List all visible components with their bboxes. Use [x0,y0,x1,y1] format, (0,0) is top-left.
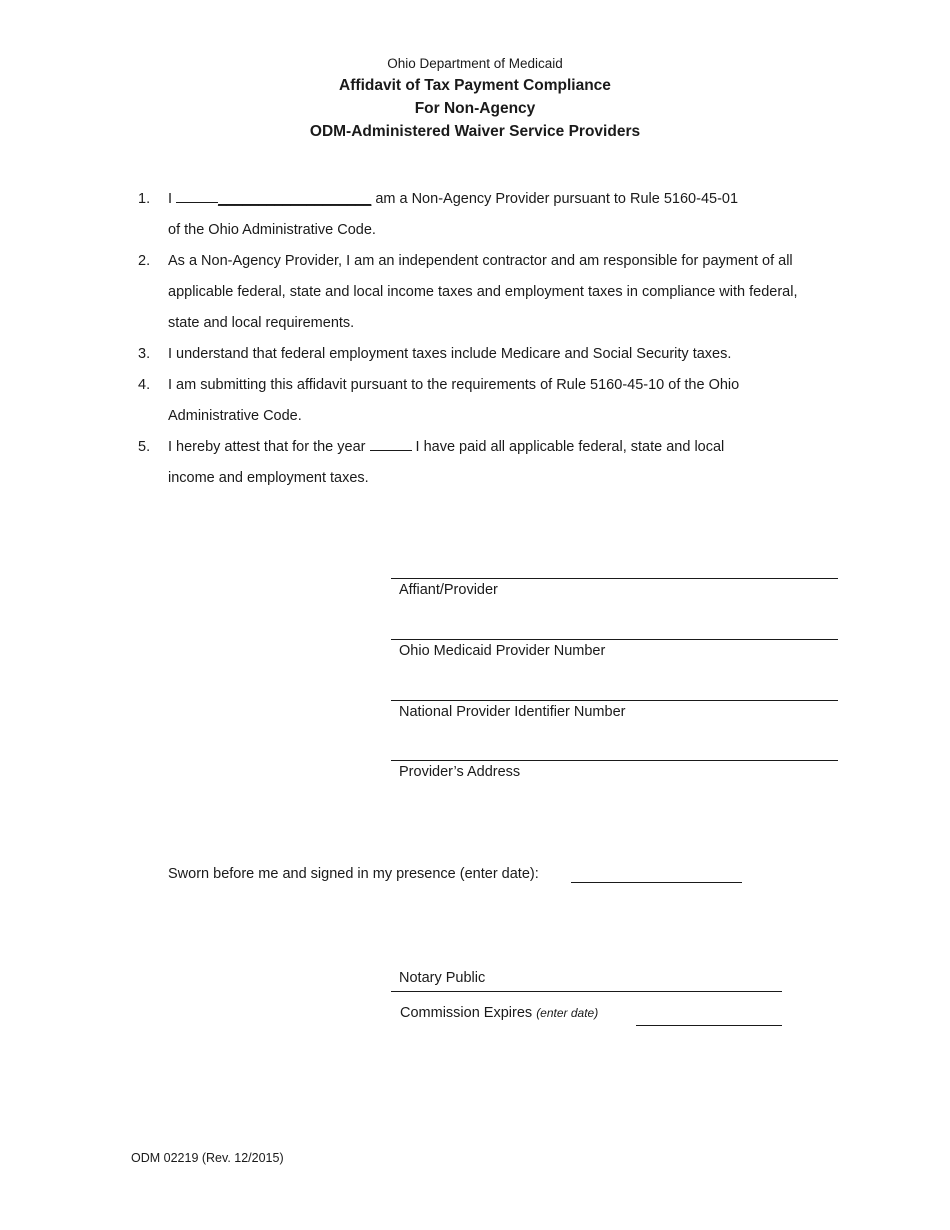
notary-public-label: Notary Public [399,970,486,986]
form-title-line2: For Non-Agency [414,100,536,117]
form-title-line1: Affidavit of Tax Payment Compliance [339,77,611,94]
provider-address-line[interactable] [391,760,838,780]
commission-expires-label [400,1005,598,1021]
commission-note: (enter date) [536,1006,599,1020]
signature-label: Affiant/Provider [399,582,498,598]
statement-2 [138,246,798,339]
statement-text: income and employment taxes. [168,470,369,486]
form-title-line3: ODM-Administered Waiver Service Providers [309,123,641,140]
statement-4 [138,370,798,432]
form-number: ODM 02219 (Rev. 12/2015) [131,1151,284,1165]
statement-text: I understand that federal employment taxes include Medicare and Social Security taxes. [168,346,732,362]
statement-number: 2. [138,253,151,269]
provider-name-underscore[interactable]: ___________________ [218,191,372,207]
commission-text: Commission Expires [400,1005,533,1021]
statement-text: I [168,191,177,207]
statement-text: am a Non-Agency Provider pursuant to Rule 5160-45-01 [371,191,739,207]
medicaid-provider-number-line[interactable] [391,639,838,659]
sworn-date-field[interactable] [571,882,742,883]
signature-label: Ohio Medicaid Provider Number [399,643,606,659]
signature-label: Provider’s Address [399,764,521,780]
signature-label: National Provider Identifier Number [399,704,626,720]
statement-text: I hereby attest that for the year [168,439,370,455]
statement-number: 1. [138,191,151,207]
statement-number: 5. [138,439,151,455]
statement-text: I have paid all applicable federal, state and local [411,439,725,455]
statement-3 [138,339,798,370]
tax-year-blank[interactable] [370,435,412,451]
affidavit-statements [138,184,798,494]
provider-name-blank[interactable] [176,187,218,203]
statement-number: 3. [138,346,151,362]
statement-5 [138,432,798,494]
statement-number: 4. [138,377,151,393]
statement-text: I am submitting this affidavit pursuant to the requirements of Rule 5160-45-10 of the Ohio Administrative Code. [168,377,740,424]
sworn-statement: Sworn before me and signed in my presence (enter date): [168,866,539,882]
commission-date-field[interactable] [636,1025,782,1026]
statement-text: As a Non-Agency Provider, I am an independent contractor and am responsible for payment of all applicable federal, state and local income taxes and employment taxes in compliance with federal, state and local requirements. [168,253,798,331]
affiant-signature-line[interactable] [391,578,838,598]
npi-number-line[interactable] [391,700,838,720]
statement-1 [138,184,798,246]
notary-signature-line[interactable] [391,991,782,992]
agency-name: Ohio Department of Medicaid [387,56,563,71]
statement-text: of the Ohio Administrative Code. [168,222,376,238]
